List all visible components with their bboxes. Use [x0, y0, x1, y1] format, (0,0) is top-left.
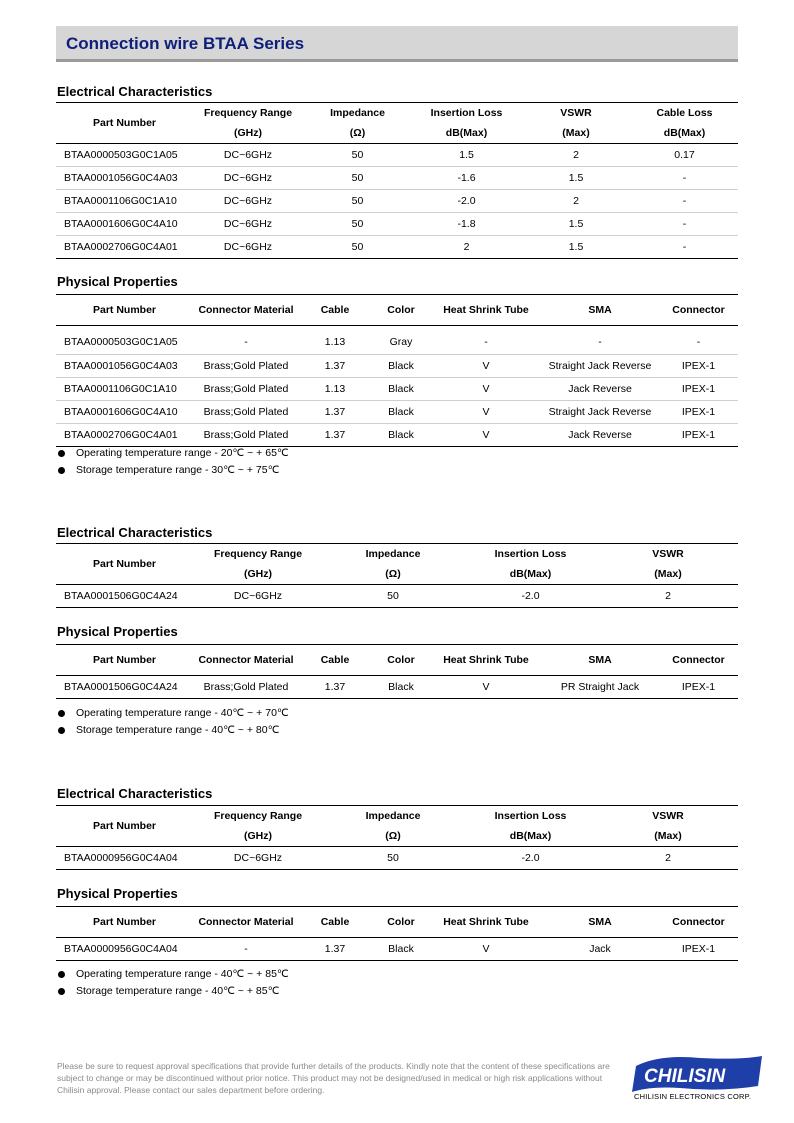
- table-row: [56, 676, 738, 699]
- cell: 1.5: [521, 213, 631, 236]
- cell: DC~6GHz: [193, 144, 303, 167]
- list-item: [57, 462, 289, 479]
- col-header: Impedance: [303, 103, 412, 124]
- cell: -2.0: [412, 190, 521, 213]
- cell: BTAA0001106G0C1A10: [56, 378, 193, 401]
- col-header: Insertion Loss: [412, 103, 521, 124]
- col-header: Impedance: [323, 544, 463, 565]
- cell: -: [631, 167, 738, 190]
- list-item: [57, 983, 289, 1000]
- cell: BTAA0000503G0C1A05: [56, 326, 193, 355]
- cell: -: [631, 190, 738, 213]
- cell: 1.5: [521, 167, 631, 190]
- col-unit: (GHz): [193, 123, 303, 144]
- cell: IPEX-1: [659, 424, 738, 447]
- electrical-title-2: Electrical Characteristics: [57, 525, 213, 540]
- cell: 1.13: [299, 378, 371, 401]
- cell: BTAA0000956G0C4A04: [56, 938, 193, 961]
- col-unit: (Ω): [303, 123, 412, 144]
- list-item: [57, 445, 289, 462]
- col-unit: dB(Max): [463, 826, 598, 847]
- col-unit: dB(Max): [631, 123, 738, 144]
- cell: BTAA0000956G0C4A04: [56, 847, 193, 870]
- col-unit: dB(Max): [463, 564, 598, 585]
- cell: DC~6GHz: [193, 847, 323, 870]
- note-text: Storage temperature range - 30℃ ~ + 75℃: [76, 464, 280, 476]
- physical-title-2: Physical Properties: [57, 624, 178, 639]
- page-title: Connection wire BTAA Series: [66, 34, 305, 53]
- logo-wordmark: CHILISIN: [644, 1066, 726, 1087]
- cell: BTAA0002706G0C4A01: [56, 424, 193, 447]
- col-unit: (Max): [598, 826, 738, 847]
- note-text: Storage temperature range - 40℃ ~ + 85℃: [76, 985, 280, 997]
- temperature-notes-1: [57, 445, 289, 479]
- cell: 2: [598, 847, 738, 870]
- footer-disclaimer: Please be sure to request approval specifications that provide further details of the products. Kindly note that the content of these specifications are subject to change or may be discontinued without prior notice. This product may not be designed/used in medical or high risk applications without Chilisin approval. Please contact our sales department before ordering.: [57, 1061, 610, 1095]
- col-header: VSWR: [598, 806, 738, 827]
- bullet-icon: [58, 727, 65, 734]
- list-item: [57, 722, 289, 739]
- cell: IPEX-1: [659, 355, 738, 378]
- bullet-icon: [58, 988, 65, 995]
- cell: -: [541, 326, 659, 355]
- cell: 1.13: [299, 326, 371, 355]
- col-header: Color: [371, 295, 431, 326]
- col-header: Part Number: [56, 645, 193, 676]
- cell: DC~6GHz: [193, 585, 323, 608]
- cell: -2.0: [463, 585, 598, 608]
- cell: BTAA0001106G0C1A10: [56, 190, 193, 213]
- cell: 1.37: [299, 938, 371, 961]
- col-unit: (Max): [598, 564, 738, 585]
- physical-title-1: Physical Properties: [57, 274, 178, 289]
- note-text: Operating temperature range - 40℃ ~ + 85℃: [76, 968, 289, 980]
- cell: BTAA0001056G0C4A03: [56, 167, 193, 190]
- cell: 50: [303, 190, 412, 213]
- cell: -: [631, 236, 738, 259]
- cell: IPEX-1: [659, 938, 738, 961]
- col-header: Cable: [299, 295, 371, 326]
- cell: Brass;Gold Plated: [193, 676, 299, 699]
- cell: 50: [303, 167, 412, 190]
- cell: DC~6GHz: [193, 190, 303, 213]
- electrical-header-row: [56, 103, 738, 124]
- cell: 1.37: [299, 424, 371, 447]
- table-row: [56, 585, 738, 608]
- col-unit: (GHz): [193, 564, 323, 585]
- col-unit: (GHz): [193, 826, 323, 847]
- col-unit: dB(Max): [412, 123, 521, 144]
- cell: Brass;Gold Plated: [193, 401, 299, 424]
- col-header: SMA: [541, 907, 659, 938]
- col-header: Connector Material: [193, 295, 299, 326]
- temperature-notes-2: [57, 705, 289, 739]
- col-header: Frequency Range: [193, 103, 303, 124]
- cell: 50: [323, 585, 463, 608]
- cell: -: [659, 326, 738, 355]
- cell: Black: [371, 938, 431, 961]
- col-header: SMA: [541, 295, 659, 326]
- table-row: [56, 424, 738, 447]
- col-header: Connector Material: [193, 645, 299, 676]
- col-header: Connector Material: [193, 907, 299, 938]
- col-header: Cable: [299, 907, 371, 938]
- cell: Black: [371, 355, 431, 378]
- cell: V: [431, 676, 541, 699]
- col-header: SMA: [541, 645, 659, 676]
- cell: 2: [521, 144, 631, 167]
- physical-header-row: [56, 295, 738, 326]
- cell: -: [193, 938, 299, 961]
- list-item: [57, 966, 289, 983]
- cell: 1.37: [299, 355, 371, 378]
- cell: 50: [323, 847, 463, 870]
- col-header: Frequency Range: [193, 544, 323, 565]
- cell: Brass;Gold Plated: [193, 378, 299, 401]
- cell: Jack Reverse: [541, 424, 659, 447]
- cell: BTAA0002706G0C4A01: [56, 236, 193, 259]
- table-row: [56, 847, 738, 870]
- cell: Black: [371, 378, 431, 401]
- cell: -: [193, 326, 299, 355]
- cell: Black: [371, 401, 431, 424]
- electrical-table-1: [56, 102, 738, 259]
- electrical-title-3: Electrical Characteristics: [57, 786, 213, 801]
- cell: 2: [412, 236, 521, 259]
- bullet-icon: [58, 710, 65, 717]
- temperature-notes-3: [57, 966, 289, 1000]
- bullet-icon: [58, 450, 65, 457]
- col-header: Heat Shrink Tube: [431, 907, 541, 938]
- cell: -1.8: [412, 213, 521, 236]
- cell: 1.37: [299, 401, 371, 424]
- bullet-icon: [58, 971, 65, 978]
- table-row: [56, 326, 738, 355]
- col-header: Cable Loss: [631, 103, 738, 124]
- table-row: [56, 236, 738, 259]
- cell: BTAA0000503G0C1A05: [56, 144, 193, 167]
- cell: Straight Jack Reverse: [541, 401, 659, 424]
- note-text: Storage temperature range - 40℃ ~ + 80℃: [76, 724, 280, 736]
- cell: IPEX-1: [659, 676, 738, 699]
- electrical-header-row: [56, 544, 738, 565]
- electrical-table-2: [56, 543, 738, 608]
- table-row: [56, 167, 738, 190]
- cell: V: [431, 401, 541, 424]
- cell: Straight Jack Reverse: [541, 355, 659, 378]
- cell: Black: [371, 424, 431, 447]
- col-header: Frequency Range: [193, 806, 323, 827]
- cell: -: [631, 213, 738, 236]
- cell: BTAA0001606G0C4A10: [56, 401, 193, 424]
- cell: 1.37: [299, 676, 371, 699]
- col-header: Connector: [659, 295, 738, 326]
- cell: -: [431, 326, 541, 355]
- col-header: VSWR: [598, 544, 738, 565]
- cell: -1.6: [412, 167, 521, 190]
- cell: V: [431, 938, 541, 961]
- cell: 50: [303, 144, 412, 167]
- cell: PR Straight Jack: [541, 676, 659, 699]
- cell: 2: [598, 585, 738, 608]
- col-header: Connector: [659, 907, 738, 938]
- cell: BTAA0001506G0C4A24: [56, 585, 193, 608]
- cell: Gray: [371, 326, 431, 355]
- electrical-title-1: Electrical Characteristics: [57, 84, 213, 99]
- table-row: [56, 378, 738, 401]
- col-header: Part Number: [56, 907, 193, 938]
- table-row: [56, 144, 738, 167]
- table-row: [56, 213, 738, 236]
- list-item: [57, 705, 289, 722]
- col-header: Part Number: [56, 295, 193, 326]
- note-text: Operating temperature range - 40℃ ~ + 70℃: [76, 707, 289, 719]
- col-header: Color: [371, 645, 431, 676]
- cell: DC~6GHz: [193, 213, 303, 236]
- col-header: Insertion Loss: [463, 544, 598, 565]
- cell: 50: [303, 236, 412, 259]
- bullet-icon: [58, 467, 65, 474]
- cell: BTAA0001506G0C4A24: [56, 676, 193, 699]
- cell: 50: [303, 213, 412, 236]
- cell: V: [431, 424, 541, 447]
- col-header: Cable: [299, 645, 371, 676]
- physical-header-row: [56, 907, 738, 938]
- electrical-table-3: [56, 805, 738, 870]
- cell: DC~6GHz: [193, 236, 303, 259]
- cell: 1.5: [412, 144, 521, 167]
- cell: V: [431, 355, 541, 378]
- cell: Brass;Gold Plated: [193, 424, 299, 447]
- table-row: [56, 190, 738, 213]
- cell: Jack: [541, 938, 659, 961]
- col-header: VSWR: [521, 103, 631, 124]
- cell: IPEX-1: [659, 378, 738, 401]
- cell: BTAA0001056G0C4A03: [56, 355, 193, 378]
- table-row: [56, 401, 738, 424]
- cell: 1.5: [521, 236, 631, 259]
- col-header: Color: [371, 907, 431, 938]
- col-header: Impedance: [323, 806, 463, 827]
- electrical-header-row: [56, 806, 738, 827]
- col-header: Connector: [659, 645, 738, 676]
- logo-caption: CHILISIN ELECTRONICS CORP.: [634, 1092, 752, 1101]
- cell: V: [431, 378, 541, 401]
- col-unit: (Ω): [323, 826, 463, 847]
- cell: 0.17: [631, 144, 738, 167]
- col-header: Insertion Loss: [463, 806, 598, 827]
- cell: BTAA0001606G0C4A10: [56, 213, 193, 236]
- cell: Brass;Gold Plated: [193, 355, 299, 378]
- table-row: [56, 938, 738, 961]
- page-header: [56, 26, 738, 62]
- physical-table-2: [56, 644, 738, 699]
- physical-header-row: [56, 645, 738, 676]
- physical-table-1: [56, 294, 738, 447]
- cell: DC~6GHz: [193, 167, 303, 190]
- cell: -2.0: [463, 847, 598, 870]
- col-part-number: Part Number: [56, 544, 193, 585]
- physical-title-3: Physical Properties: [57, 886, 178, 901]
- cell: Black: [371, 676, 431, 699]
- col-unit: (Max): [521, 123, 631, 144]
- physical-table-3: [56, 906, 738, 961]
- table-row: [56, 355, 738, 378]
- cell: IPEX-1: [659, 401, 738, 424]
- col-header: Heat Shrink Tube: [431, 645, 541, 676]
- col-header: Heat Shrink Tube: [431, 295, 541, 326]
- note-text: Operating temperature range - 20℃ ~ + 65℃: [76, 447, 289, 459]
- col-unit: (Ω): [323, 564, 463, 585]
- cell: Jack Reverse: [541, 378, 659, 401]
- col-part-number: Part Number: [56, 806, 193, 847]
- col-part-number: Part Number: [56, 103, 193, 144]
- cell: 2: [521, 190, 631, 213]
